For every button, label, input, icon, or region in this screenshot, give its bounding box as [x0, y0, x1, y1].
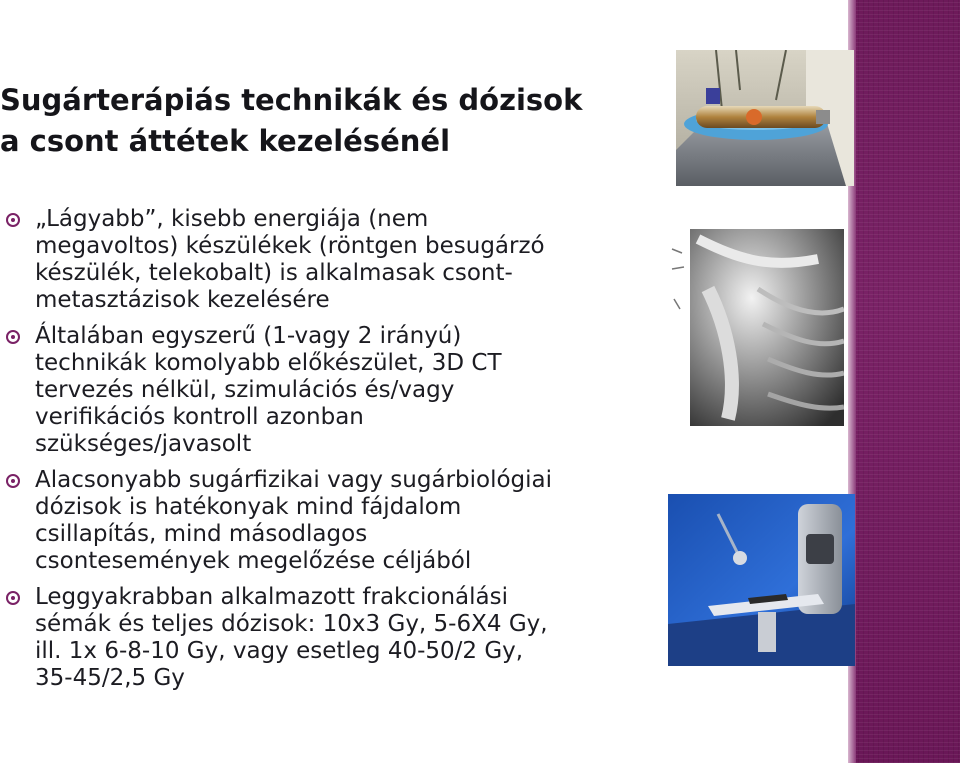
bullet-line: Leggyakrabban alkalmazott frakcionálási	[35, 584, 508, 610]
bullet-line: tervezés nélkül, szimulációs és/vagy	[35, 377, 455, 403]
bullet-line: metasztázisok kezelésére	[35, 287, 330, 313]
radiotherapy-room-photo	[668, 494, 855, 666]
bullet-line: csontesemények megelőzése céljából	[35, 548, 472, 574]
bullet-item	[0, 206, 640, 314]
bullet-marker-icon	[6, 330, 20, 344]
bullet-line: Általában egyszerű (1-vagy 2 irányú)	[35, 323, 462, 349]
bullet-line: verifikációs kontroll azonban	[35, 404, 364, 430]
bullet-item	[0, 467, 640, 575]
bullet-marker-icon	[6, 213, 20, 227]
bullet-marker-icon	[6, 474, 20, 488]
slide-title-line-1: Sugárterápiás technikák és dózisok	[0, 83, 583, 117]
bullet-line: ill. 1x 6-8-10 Gy, vagy esetleg 40-50/2 Gy,	[35, 638, 524, 664]
bullet-line: szükséges/javasolt	[35, 431, 252, 457]
bullet-line: 35-45/2,5 Gy	[35, 665, 185, 691]
bullet-text	[35, 467, 640, 575]
bullet-line: dózisok is hatékonyak mind fájdalom	[35, 494, 462, 520]
bullet-line: készülék, telekobalt) is alkalmasak csont-	[35, 260, 513, 286]
bullet-item	[0, 584, 640, 692]
slide-title-line-2: a csont áttétek kezelésénél	[0, 124, 451, 158]
slide-title	[0, 80, 640, 162]
bullet-line: technikák komolyabb előkészület, 3D CT	[35, 350, 502, 376]
bullet-list	[0, 206, 640, 701]
bullet-text	[35, 206, 640, 314]
bullet-line: „Lágyabb”, kisebb energiája (nem	[35, 206, 429, 232]
decorative-side-band	[848, 0, 960, 763]
bullet-line: sémák és teljes dózisok: 10x3 Gy, 5-6X4 Gy,	[35, 611, 548, 637]
bullet-line: megavoltos) készülékek (röntgen besugárzó	[35, 233, 545, 259]
bullet-item	[0, 323, 640, 458]
bullet-marker-icon	[6, 591, 20, 605]
bullet-text	[35, 584, 640, 692]
xray-tube-photo	[676, 50, 854, 186]
bullet-line: Alacsonyabb sugárfizikai vagy sugárbiológiai	[35, 467, 553, 493]
bullet-line: csillapítás, mind másodlagos	[35, 521, 368, 547]
bullet-text	[35, 323, 640, 458]
bone-xray-photo	[668, 229, 844, 426]
